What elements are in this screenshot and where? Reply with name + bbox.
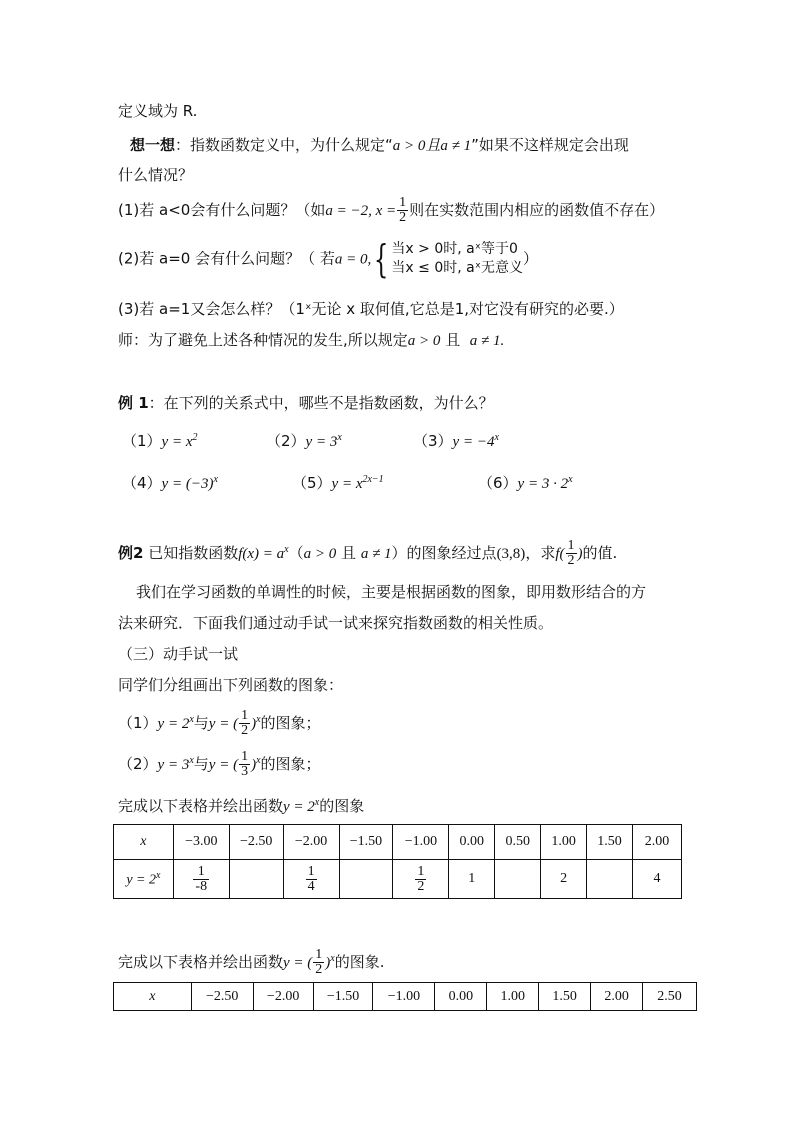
think-label: 想一想 [130, 136, 176, 154]
q2-math: a = 0, [334, 251, 372, 268]
section-3-text: （三）动手试一试 [118, 645, 239, 663]
example-1-item-2 [266, 428, 342, 452]
g1-num-f: 1 [241, 708, 249, 723]
q2-cases [391, 240, 523, 278]
ex2-text-e: ，求 [525, 544, 556, 562]
t1-caption-b: 的图象 [319, 797, 365, 815]
t1-y-cell [495, 860, 541, 899]
g1-math-2: y = ( [208, 716, 239, 732]
ex2-fraction [566, 539, 577, 568]
t1-y-cell [173, 860, 229, 899]
t2-x-label: x [114, 983, 192, 1011]
table-2-caption [118, 948, 385, 977]
t1-x-cell: −2.00 [283, 825, 339, 860]
t1-y-cell [393, 860, 449, 899]
q1-math: a = −2, x = [325, 203, 397, 219]
t2-x-cell: 2.00 [591, 983, 643, 1011]
table-1-caption [118, 793, 364, 817]
item-sup: x [337, 432, 342, 443]
example-1-item-3 [413, 428, 499, 452]
example-1 [118, 393, 494, 413]
frac-num: 1 [193, 865, 209, 880]
frac-den: 4 [307, 878, 315, 894]
item-num: （6） [478, 474, 518, 492]
q1-num: 1 [399, 195, 407, 210]
t1-y-frac-1 [193, 865, 209, 894]
example-1-item-6 [478, 470, 573, 494]
item-expr: y = x [331, 476, 363, 492]
t1-y-cell [339, 860, 393, 899]
ex2-math-6: ) [577, 546, 583, 562]
t1-y-frac-2 [306, 865, 317, 894]
g2-math-1: y = 3 [157, 757, 190, 773]
t1-y-cell: 4 [632, 860, 681, 899]
t2-caption-sup: x [330, 953, 335, 964]
table-1-y-row [114, 860, 682, 899]
ex2-text-b: （ [288, 544, 304, 562]
item-expr: y = 3 · 2 [517, 476, 569, 492]
ex2-text-a: 已知指数函数 [143, 544, 239, 562]
q1-den: 2 [399, 210, 407, 225]
g2-sup-1: x [189, 755, 194, 766]
t1-x-cell: 1.00 [541, 825, 587, 860]
t1-x-cell: −3.00 [173, 825, 229, 860]
q2-text-a: (2)若 a=0 会有什么问题？（ 若 [118, 249, 335, 268]
table-1 [113, 824, 682, 899]
teacher-text-b: 且 [445, 331, 461, 349]
t1-x-cell: −1.50 [339, 825, 393, 860]
frac-den: 2 [417, 878, 425, 894]
t2-x-cell: 1.00 [487, 983, 539, 1011]
table-2-x-row [114, 983, 697, 1011]
t1-y-frac-3 [415, 865, 426, 894]
t1-y-cell: 1 [449, 860, 495, 899]
t1-y-label-sup: x [156, 869, 161, 881]
item-expr: y = x [161, 434, 193, 450]
item-sup: x [568, 474, 573, 485]
ex2-den: 2 [567, 553, 575, 568]
example-1-text: ：在下列的关系式中，哪些不是指数函数，为什么？ [148, 394, 494, 412]
ex2-point: (3,8) [496, 546, 526, 562]
example-1-item-5 [292, 470, 384, 494]
g1-math-1: y = 2 [157, 716, 190, 732]
item-expr: y = −4 [452, 434, 495, 450]
t2-caption-a: 完成以下表格并绘出函数 [118, 953, 284, 971]
item-sup: 2 [192, 432, 198, 443]
t1-y-label [114, 860, 174, 899]
example-1-item-4 [122, 470, 218, 494]
item-num: （4） [122, 474, 162, 492]
t1-y-cell [283, 860, 339, 899]
t1-x-cell: −2.50 [229, 825, 283, 860]
teacher-math-1: a > 0 [407, 333, 441, 349]
think-condition: a > 0且a ≠ 1 [392, 138, 472, 154]
t2-x-cell: −2.50 [191, 983, 253, 1011]
teacher-math-2: a ≠ 1. [469, 333, 505, 349]
example-1-label: 例 1 [118, 394, 149, 412]
item-expr: y = (−3) [161, 476, 214, 492]
g1-and: 与 [193, 714, 209, 732]
left-brace-icon: { [374, 237, 389, 281]
t2-x-cell: −1.00 [373, 983, 435, 1011]
g1-den-f: 2 [241, 723, 249, 738]
t1-y-label-text: y = 2 [126, 872, 157, 888]
frac-num: 1 [417, 863, 425, 879]
question-1 [118, 196, 664, 225]
g1-sup-1: x [189, 714, 194, 725]
t2-den: 2 [315, 962, 323, 977]
para2-text: 法来研究．下面我们通过动手试一试来探究指数函数的相关性质。 [118, 614, 554, 632]
t2-num: 1 [315, 947, 323, 962]
frac-num: 1 [307, 863, 315, 879]
group-item-1 [118, 709, 321, 738]
think-text-a: ：指数函数定义中，为什么规定“ [175, 136, 393, 154]
g2-sup-2: x [256, 755, 261, 766]
t1-caption-sup: x [314, 797, 320, 808]
item-num: （2） [266, 432, 306, 450]
table-1-x-row [114, 825, 682, 860]
g2-num: （2） [118, 755, 158, 773]
ex2-sup: x [284, 544, 289, 555]
think-line [130, 135, 629, 156]
ex2-text-d: ）的图象经过点 [391, 544, 497, 562]
t2-x-cell: 0.00 [435, 983, 487, 1011]
g2-math-2: y = ( [208, 757, 239, 773]
t1-x-cell: 2.00 [632, 825, 681, 860]
q2-case-1: 当x > 0时, aˣ等于0 [391, 241, 518, 257]
ex2-math-5: f( [555, 546, 565, 562]
item-num: （5） [292, 474, 332, 492]
group-text: 同学们分组画出下列函数的图象： [118, 676, 344, 694]
t2-caption-b: 的图象. [334, 953, 385, 971]
domain-line [118, 101, 197, 121]
g1-end: 的图象； [260, 714, 321, 732]
g2-fraction [239, 750, 250, 779]
item-expr: y = 3 [305, 434, 338, 450]
g2-end: 的图象； [260, 755, 321, 773]
t1-y-cell [587, 860, 633, 899]
t1-y-cell [229, 860, 283, 899]
q2-text-b: ） [522, 249, 538, 268]
q1-fraction [397, 196, 408, 225]
t1-x-label: x [114, 825, 174, 860]
example-1-item-1 [122, 428, 197, 452]
section-heading [118, 644, 238, 664]
question-2 [118, 237, 538, 281]
g2-num-f: 1 [241, 749, 249, 764]
think-line-2 [118, 165, 193, 185]
t2-caption-math-1: y = ( [283, 955, 313, 971]
g1-fraction [239, 709, 250, 738]
think-text-b: ”如果不这样规定会出现 [471, 136, 629, 154]
item-sup: 2x−1 [362, 474, 384, 485]
t2-x-cell: −1.50 [313, 983, 373, 1011]
item-num: （1） [122, 432, 162, 450]
ex2-math-1: f(x) = a [238, 546, 285, 562]
t2-caption-fraction [313, 948, 324, 977]
t1-x-cell: −1.00 [393, 825, 449, 860]
g2-and: 与 [193, 755, 209, 773]
g1-math-3: ) [251, 716, 257, 732]
t2-x-cell: −2.00 [253, 983, 313, 1011]
example-2 [118, 539, 617, 568]
g1-sup-2: x [256, 714, 261, 725]
group-instructions [118, 675, 343, 695]
para1-text: 我们在学习函数的单调性的时候，主要是根据函数的图象，即用数形结合的方 [136, 583, 647, 601]
g2-math-3: ) [251, 757, 257, 773]
q1-text-b: 则在实数范围内相应的函数值不存在） [409, 201, 665, 219]
t1-x-cell: 1.50 [587, 825, 633, 860]
t2-caption-math-2: ) [325, 955, 331, 971]
t1-y-cell: 2 [541, 860, 587, 899]
q2-case-2: 当x ≤ 0时, aˣ无意义 [391, 260, 523, 276]
item-sup: x [213, 474, 218, 485]
paragraph-line-2 [118, 613, 553, 633]
teacher-text-a: 师：为了避免上述各种情况的发生,所以规定 [118, 331, 408, 349]
g1-num: （1） [118, 714, 158, 732]
frac-den: -8 [195, 878, 208, 894]
paragraph-line-1 [136, 582, 646, 602]
t1-x-cell: 0.50 [495, 825, 541, 860]
think-text-c: 什么情况？ [118, 166, 194, 184]
item-sup: x [494, 432, 499, 443]
ex2-text-c: 且 [341, 544, 361, 562]
item-num: （3） [413, 432, 453, 450]
t1-caption-a: 完成以下表格并绘出函数 [118, 797, 284, 815]
question-3 [118, 299, 624, 319]
ex2-math-3: a ≠ 1 [360, 546, 392, 562]
group-item-2 [118, 750, 321, 779]
ex2-math-2: a > 0 [303, 546, 337, 562]
t2-x-cell: 1.50 [539, 983, 591, 1011]
q1-text-a: (1)若 a<0会有什么问题？（如 [118, 201, 326, 219]
t1-caption-math: y = 2 [283, 799, 315, 815]
ex2-text-f: 的值. [582, 544, 618, 562]
q3-text: (3)若 a=1又会怎么样？（1ˣ无论 x 取何值,它总是1,对它没有研究的必要.） [118, 300, 624, 318]
g2-den-f: 3 [241, 764, 249, 779]
table-2 [113, 982, 697, 1011]
teacher-line [118, 330, 504, 351]
domain-text: 定义域为 R. [118, 102, 198, 120]
t1-x-cell: 0.00 [449, 825, 495, 860]
t2-x-cell: 2.50 [643, 983, 697, 1011]
ex2-num: 1 [567, 538, 575, 553]
example-2-label: 例2 [118, 544, 144, 562]
